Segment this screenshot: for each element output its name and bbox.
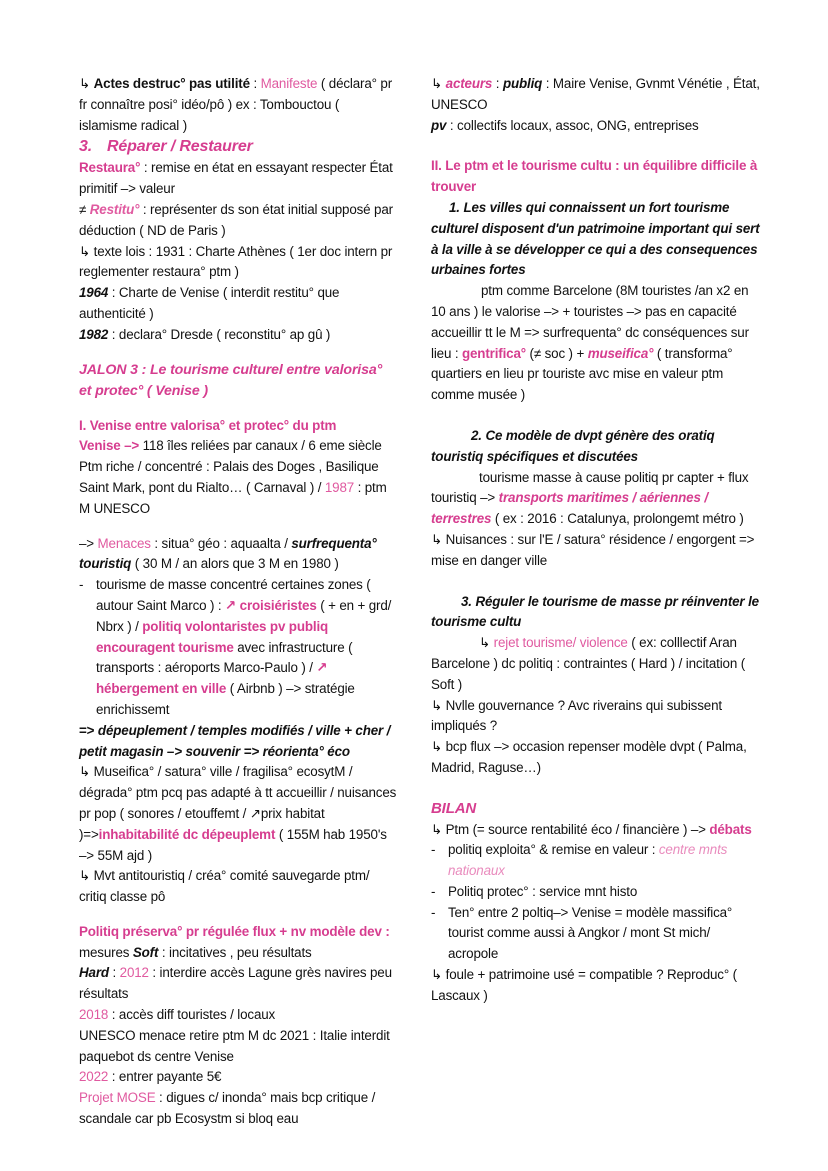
declaration-dresde-1982: 1982 : declara° Dresde ( reconstitu° ap gû ) (79, 326, 331, 342)
bilan-heading: BILAN (431, 799, 477, 817)
actes-destruction-paragraph: ↳ Actes destruc° pas utilité : Manifeste ( déclara° pr fr connaître posi° idéo/pô ) ex : Tombouctou ( islamisme radical ) (79, 76, 393, 133)
acteurs-publics: ↳ acteurs : publiq : Maire Venise, Gvnmt Vénétie , État, UNESCO (431, 76, 760, 112)
mouvement-antitouristique: ↳ Mvt antitouristiq / créa° comité sauvegarde ptm/ critiq classe pô (79, 868, 370, 905)
section-2-heading: II. Le ptm et le tourisme cultu : un équilibre difficile à trouver (431, 158, 758, 195)
mesures-soft: mesures Soft : incitatives , peu résultats (79, 944, 312, 960)
acteurs-prives: pv : collectifs locaux, assoc, ONG, entreprises (431, 117, 699, 133)
charte-venise-1964: 1964 : Charte de Venise ( interdit restitu° que authenticité ) (79, 285, 340, 321)
nouvelle-gouvernance: ↳ Nvlle gouvernance ? Avc riverains qui subissent impliqués ? (431, 697, 722, 734)
heading-reparer-restaurer: 3. Réparer / Restaurer (79, 138, 253, 156)
subsection-3-heading: 3. Réguler le tourisme de masse pr réinventer le tourisme cultu (431, 593, 759, 630)
politique-preservation-heading: Politiq préserva° pr régulée flux + nv modèle dev : (79, 923, 390, 939)
barcelone-paragraph: ptm comme Barcelone (8M touristes /an x2 en 10 ans ) le valorise –> + touristes –> pas en capacité accueillir tt le M => surfrequenta° dc conséquences sur lieu : gentrifica° (≠ soc ) + museifica° ( transforma° quartiers en lieu pr touriste avc mise en valeur ptm comme musée ) (431, 283, 749, 403)
rejet-tourisme-paragraph: ↳ rejet tourisme/ violence ( ex: colllectif Aran Barcelone ) dc politiq : contraintes ( Hard ) / incitation ( Soft ) (431, 635, 746, 692)
section-1-heading: I. Venise entre valorisa° et protec° du ptm (79, 417, 337, 433)
repenser-modele: ↳ bcp flux –> occasion repenser modèle dvpt ( Palma, Madrid, Raguse…) (431, 739, 747, 775)
unesco-menace: UNESCO menace retire ptm M dc 2021 : Italie interdit paquebot ds centre Venise (79, 1027, 390, 1064)
jalon-3-heading: JALON 3 : Le tourisme culturel entre valorisa° et protec° ( Venise ) (79, 361, 383, 399)
texte-lois-1931: ↳ texte lois : 1931 : Charte Athènes ( 1er doc intern pr reglementer restaura° ptm ) (79, 243, 393, 280)
venise-patrimoine: Ptm riche / concentré : Palais des Doges , Basilique Saint Mark, pont du Rialto… ( Carnaval ) / 1987 : ptm M UNESCO (79, 459, 387, 516)
left-column (79, 74, 397, 1130)
bilan-foule-patrimoine: ↳ foule + patrimoine usé = compatible ? Reproduc° ( Lascaux ) (431, 967, 737, 1003)
bilan-bullet-exploitation: - politiq exploita° & remise en valeur : centre mnts nationaux (431, 842, 728, 879)
mesures-hard: Hard : 2012 : interdire accès Lagune grès navires peu résultats (79, 965, 392, 1002)
subsection-1-heading: 1. Les villes qui connaissent un fort tourisme culturel disposent d'un patrimoine important qui sert à la ville à se développer ce qui a des consequences urbaines fortes (431, 199, 760, 278)
projet-mose: Projet MOSE : digues c/ inonda° mais bcp critique / scandale car pb Ecosystm si bloq eau (79, 1090, 376, 1127)
subsection-2-heading: 2. Ce modèle de dvpt génère des oratiq touristiq spécifiques et discutées (431, 427, 715, 464)
right-column (431, 74, 761, 1007)
tourisme-masse-bullet: - tourisme de masse concentré certaines zones ( autour Saint Marco ) : ↗ croisiéristes ( + en + grd/ Nbrx ) / politiq volontaristes pv publiq encouragent tourisme avec infrastructure ( transports : aéroports Marco-Paulo ) / ↗ hébergement en ville ( Airbnb ) –> stratégie enrichissemt (79, 577, 392, 717)
transports-paragraph: tourisme masse à cause politiq pr capter + flux touristiq –> transports maritimes / aériennes / terrestres ( ex : 2016 : Catalunya, prolongemt métro ) (431, 469, 749, 527)
bilan-bullet-tension: - Ten° entre 2 poltiq–> Venise = modèle massifica° tourist comme aussi à Angkor / mont St mich/ acropole (431, 904, 733, 962)
restitution-definition: ≠ Restitu° : représenter ds son état initial supposé par déduction ( ND de Paris ) (79, 201, 393, 238)
menaces-paragraph: –> Menaces : situa° géo : aquaalta / surfrequenta° touristiq ( 30 M / an alors que 3 M en 1980 ) (79, 535, 377, 572)
nuisances-paragraph: ↳ Nuisances : sur l'E / satura° résidence / engorgent => mise en danger ville (431, 531, 755, 568)
bilan-patrimoine: ↳ Ptm (= source rentabilité éco / financière ) –> débats (431, 821, 752, 837)
restauration-definition: Restaura° : remise en état en essayant respecter État primitif –> valeur (79, 160, 393, 197)
mesure-2022: 2022 : entrer payante 5€ (79, 1069, 222, 1085)
museification-paragraph: ↳ Museifica° / satura° ville / fragilisa° ecosytM / dégrada° ptm pcq pas adapté à tt accueillir / nuisances pr pop ( sonores / etouffemt / ↗prix habitat )=>inhabitabilité dc dépeuplemt ( 155M hab 1950's –> 55M ajd ) (79, 764, 397, 863)
bilan-bullet-protection: - Politiq protec° : service mnt histo (431, 883, 638, 899)
mesure-2018: 2018 : accès diff touristes / locaux (79, 1007, 276, 1023)
venise-description: Venise –> 118 îles reliées par canaux / 6 eme siècle (79, 438, 382, 454)
depeuplement-paragraph: => dépeuplement / temples modifiés / ville + cher / petit magasin –> souvenir => réorienta° éco (79, 722, 391, 759)
